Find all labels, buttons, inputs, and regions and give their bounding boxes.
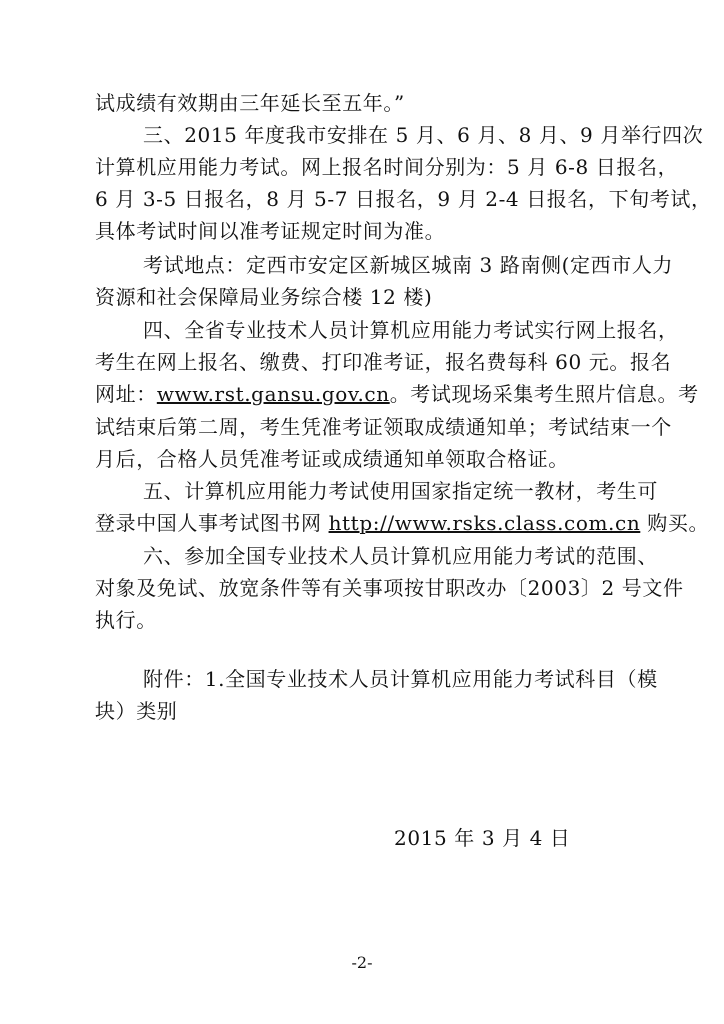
paragraph-line: 对象及免试、放宽条件等有关事项按甘职改办〔2003〕2 号文件: [95, 576, 684, 600]
website-link[interactable]: www.rst.gansu.gov.cn: [156, 382, 390, 406]
paragraph-line: 试成绩有效期由三年延长至五年。”: [95, 91, 405, 115]
text-segment: 登录中国人事考试图书网: [95, 511, 329, 535]
paragraph-line: 具体考试时间以准考证规定时间为准。: [95, 219, 446, 243]
paragraph-line: [95, 508, 710, 538]
page-number: -2-: [351, 953, 373, 972]
paragraph-line: 6 月 3-5 日报名，8 月 5-7 日报名，9 月 2-4 日报名，下旬考试，: [95, 187, 712, 211]
paragraph-line: 六、参加全国专业技术人员计算机应用能力考试的范围、: [143, 544, 658, 568]
document-date: 2015 年 3 月 4 日: [394, 826, 571, 850]
paragraph-line: 试结束后第二周，考生凭准考证领取成绩通知单；考试结束一个: [95, 415, 672, 439]
attachment-line: 附件：1.全国专业技术人员计算机应用能力考试科目（模: [143, 667, 658, 691]
text-segment: 网址：: [95, 382, 157, 406]
text-segment: 购买。: [640, 511, 710, 535]
paragraph-line: 考试地点：定西市安定区新城区城南 3 路南侧(定西市人力: [143, 253, 674, 277]
paragraph-line: 执行。: [95, 608, 157, 632]
paragraph-line: 五、计算机应用能力考试使用国家指定统一教材，考生可: [143, 479, 658, 503]
attachment-line: 块）类别: [95, 699, 178, 723]
paragraph-line: 月后，合格人员凭准考证或成绩通知单领取合格证。: [95, 447, 569, 471]
text-segment: 。考试现场采集考生照片信息。考: [389, 382, 699, 406]
bookstore-link[interactable]: http://www.rsks.class.com.cn: [328, 511, 641, 535]
paragraph-line: 考生在网上报名、缴费、打印准考证，报名费每科 60 元。报名: [95, 350, 672, 374]
paragraph-line: 四、全省专业技术人员计算机应用能力考试实行网上报名，: [143, 318, 679, 342]
paragraph-line: 计算机应用能力考试。网上报名时间分别为：5 月 6-8 日报名，: [95, 155, 679, 179]
paragraph-line: 三、2015 年度我市安排在 5 月、6 月、8 月、9 月举行四次: [143, 123, 704, 147]
paragraph-line: [95, 379, 699, 409]
paragraph-line: 资源和社会保障局业务综合楼 12 楼): [95, 285, 433, 309]
